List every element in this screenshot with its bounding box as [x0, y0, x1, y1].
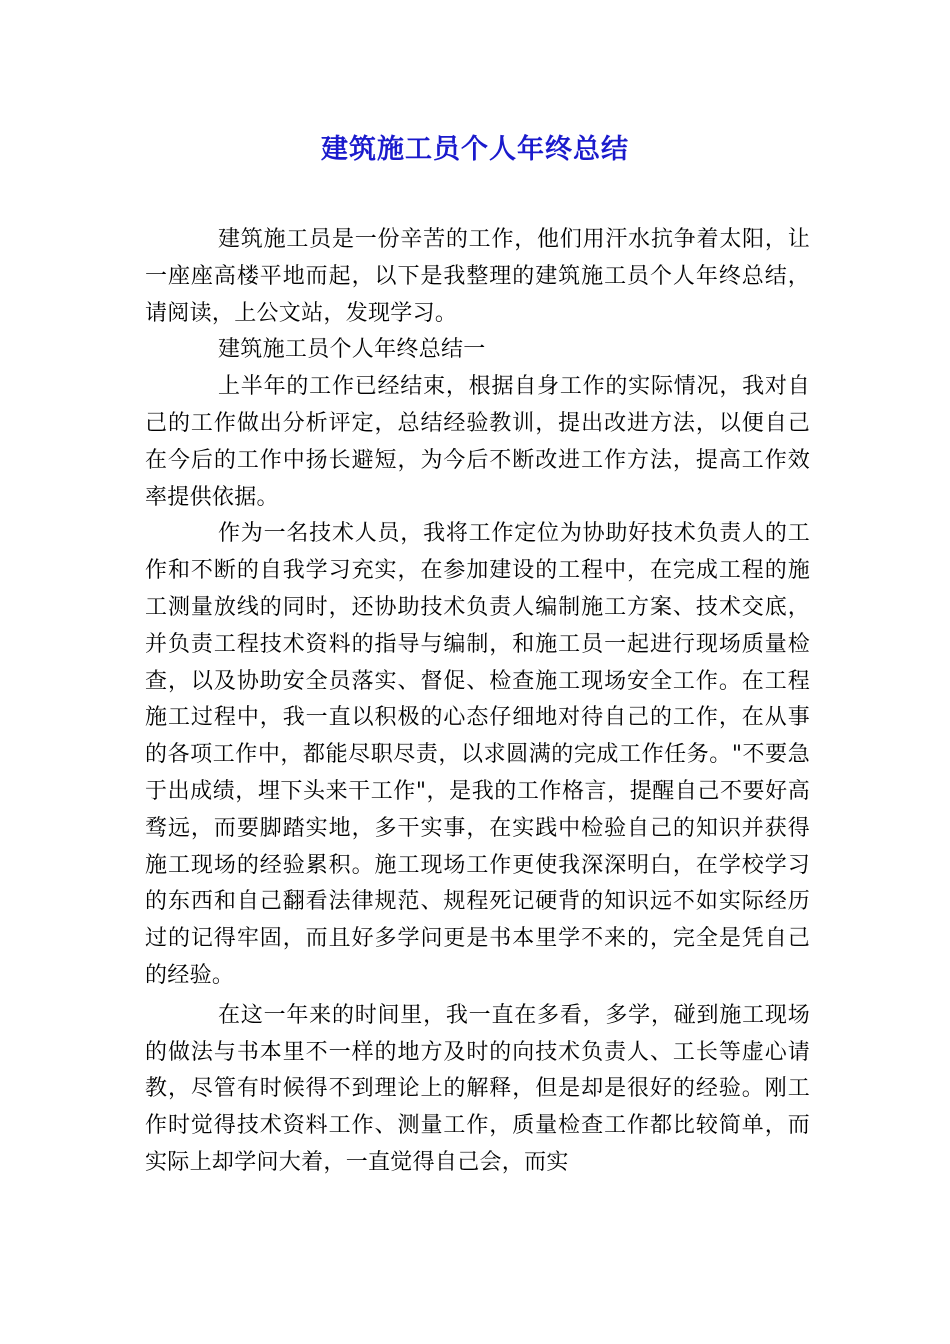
section-heading: 建筑施工员个人年终总结一	[218, 337, 486, 363]
intro-paragraph: 建筑施工员是一份辛苦的工作，他们用汗水抗争着太阳，让一座座高楼平地而起，以下是我整理的建筑施工员个人年终总结，请阅读，上公文站，发现学习。	[145, 227, 810, 326]
document-title: 建筑施工员个人年终总结	[321, 134, 629, 165]
body-paragraph: 上半年的工作已经结束，根据自身工作的实际情况，我对自己的工作做出分析评定，总结经验教训，提出改进方法，以便自己在今后的工作中扬长避短，为今后不断改进工作方法，提高工作效率提供依据。	[145, 374, 810, 510]
body-paragraph: 作为一名技术人员，我将工作定位为协助好技术负责人的工作和不断的自我学习充实，在参加建设的工程中，在完成工程的施工测量放线的同时，还协助技术负责人编制施工方案、技术交底，并负责工程技术资料的指导与编制，和施工员一起进行现场质量检查，以及协助安全员落实、督促、检查施工现场安全工作。在工程施工过程中，我一直以积极的心态仔细地对待自己的工作，在从事的各项工作中，都能尽职尽责，以求圆满的完成工作任务。"不要急于出成绩，埋下头来干工作"，是我的工作格言，提醒自己不要好高骛远，而要脚踏实地，多干实事，在实践中检验自己的知识并获得施工现场的经验累积。施工现场工作更使我深深明白，在学校学习的东西和自己翻看法律规范、规程死记硬背的知识远不如实际经历过的记得牢固，而且好多学问更是书本里学不来的，完全是凭自己的经验。	[145, 521, 810, 988]
document-body	[145, 222, 810, 1182]
body-paragraph: 在这一年来的时间里，我一直在多看，多学，碰到施工现场的做法与书本里不一样的地方及时的向技术负责人、工长等虚心请教，尽管有时候得不到理论上的解释，但是却是很好的经验。刚工作时觉得技术资料工作、测量工作，质量检查工作都比较简单，而实际上却学问大着，一直觉得自己会，而实	[145, 1002, 810, 1175]
